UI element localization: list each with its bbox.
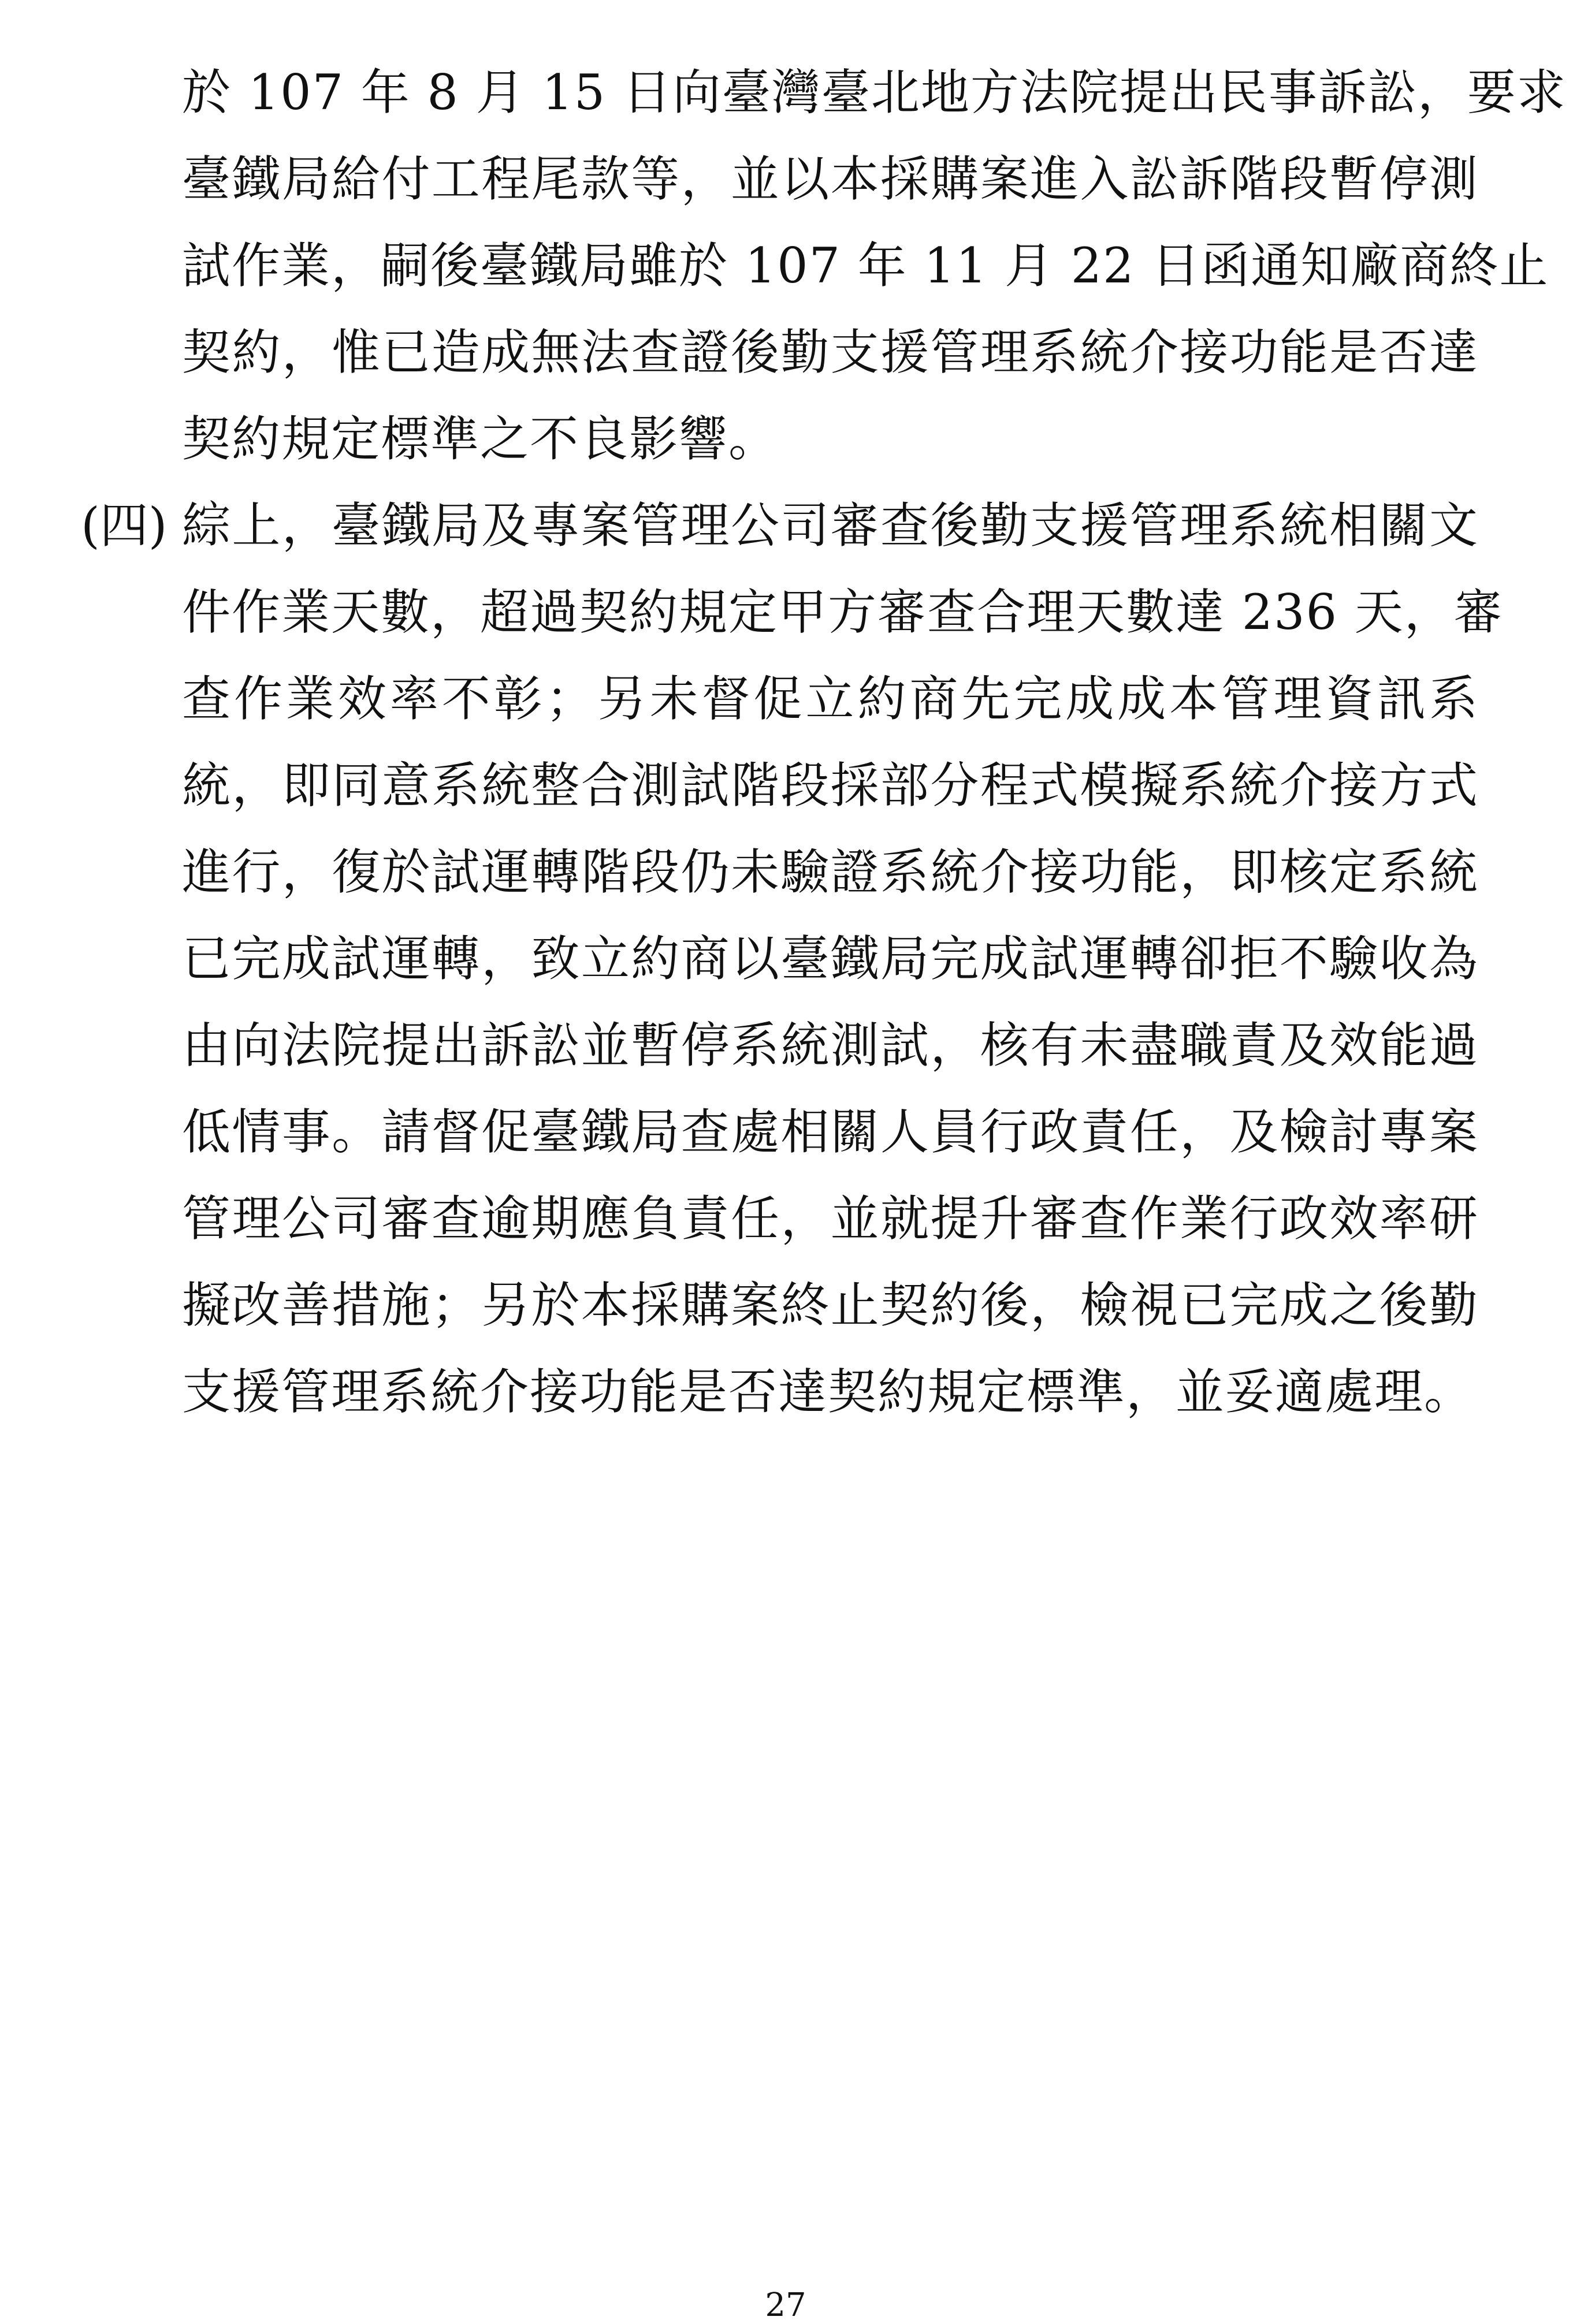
section-line-6: 已完成試運轉，致立約商以臺鐵局完成試運轉卻拒不驗收為	[182, 930, 1479, 987]
section-line-1: 綜上，臺鐵局及專案管理公司審查後勤支援管理系統相關文	[182, 497, 1479, 554]
continuation-line-1: 於 107 年 8 月 15 日向臺灣臺北地方法院提出民事訴訟，要求	[182, 64, 1567, 121]
section-line-4: 統，即同意系統整合測試階段採部分程式模擬系統介接方式	[182, 757, 1479, 814]
continuation-line-2: 臺鐵局給付工程尾款等，並以本採購案進入訟訴階段暫停測	[182, 151, 1479, 207]
section-line-9: 管理公司審查逾期應負責任，並就提升審查作業行政效率研	[182, 1190, 1479, 1247]
section-line-5: 進行，復於試運轉階段仍未驗證系統介接功能，即核定系統	[182, 844, 1479, 900]
section-line-7: 由向法院提出訴訟並暫停系統測試，核有未盡職責及效能過	[182, 1017, 1479, 1074]
section-line-2: 件作業天數，超過契約規定甲方審查合理天數達 236 天，審	[182, 584, 1504, 640]
section-line-3: 查作業效率不彰；另未督促立約商先完成成本管理資訊系	[182, 671, 1479, 727]
continuation-line-4: 契約，惟已造成無法查證後勤支援管理系統介接功能是否達	[182, 324, 1479, 381]
section-marker: (四)	[81, 497, 168, 554]
section-line-8: 低情事。請督促臺鐵局查處相關人員行政責任，及檢討專案	[182, 1104, 1479, 1160]
section-line-10: 擬改善措施；另於本採購案終止契約後，檢視已完成之後勤	[182, 1277, 1479, 1334]
continuation-line-5: 契約規定標準之不良影響。	[182, 411, 779, 467]
page-number: 27	[765, 2286, 806, 2324]
continuation-line-3: 試作業，嗣後臺鐵局雖於 107 年 11 月 22 日函通知廠商終止	[182, 237, 1549, 294]
section-line-11: 支援管理系統介接功能是否達契約規定標準，並妥適處理。	[182, 1364, 1474, 1420]
